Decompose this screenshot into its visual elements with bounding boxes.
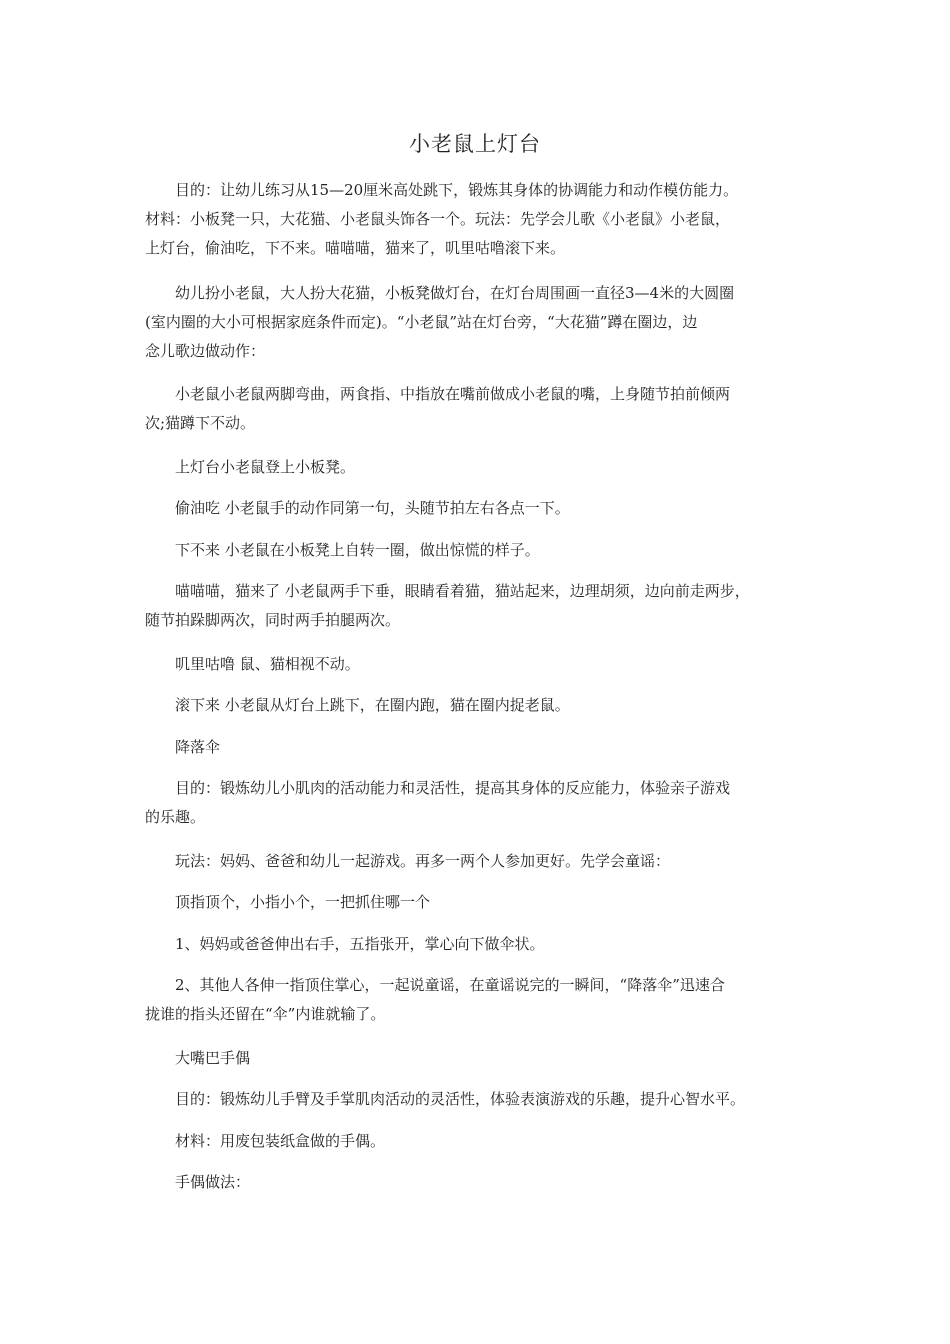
paragraph-1 xyxy=(145,176,825,263)
paragraph-17 xyxy=(145,1085,825,1114)
paragraph-line: 念儿歌边做动作： xyxy=(145,342,266,360)
paragraph-line: 下不来 小老鼠在小板凳上自转一圈，做出惊慌的样子。 xyxy=(145,541,540,559)
paragraph-line: 叽里咕噜 鼠、猫相视不动。 xyxy=(145,655,360,673)
paragraph-line: 上灯台小老鼠登上小板凳。 xyxy=(145,458,356,476)
paragraph-9 xyxy=(145,691,825,720)
paragraph-line: 材料：小板凳一只，大花猫、小老鼠头饰各一个。玩法：先学会儿歌《小老鼠》小老鼠， xyxy=(145,210,731,228)
paragraph-line: (室内圈的大小可根据家庭条件而定)。“小老鼠”站在灯台旁，“大花猫”蹲在圈边，边 xyxy=(145,313,698,331)
paragraph-19 xyxy=(145,1168,825,1197)
paragraph-4 xyxy=(145,453,825,482)
section-heading-puppet xyxy=(145,1044,825,1073)
paragraph-line: 小老鼠小老鼠两脚弯曲，两食指、中指放在嘴前做成小老鼠的嘴，上身随节拍前倾两 xyxy=(145,385,731,403)
paragraph-line: 玩法：妈妈、爸爸和幼儿一起游戏。再多一两个人参加更好。先学会童谣： xyxy=(145,852,671,870)
paragraph-line: 偷油吃 小老鼠手的动作同第一句，头随节拍左右各点一下。 xyxy=(145,499,570,517)
paragraph-line: 拢谁的指头还留在“伞”内谁就输了。 xyxy=(145,1005,386,1023)
paragraph-line: 顶指顶个，小指小个，一把抓住哪一个 xyxy=(145,893,431,911)
paragraph-11 xyxy=(145,774,825,832)
paragraph-13 xyxy=(145,888,825,917)
document-title: 小老鼠上灯台 xyxy=(409,132,541,156)
paragraph-line: 降落伞 xyxy=(145,738,221,756)
paragraph-line: 滚下来 小老鼠从灯台上跳下，在圈内跑，猫在圈内捉老鼠。 xyxy=(145,696,570,714)
paragraph-12 xyxy=(145,847,825,876)
paragraph-2 xyxy=(145,279,825,366)
paragraph-line: 目的：让幼儿练习从15—20厘米高处跳下，锻炼其身体的协调能力和动作模仿能力。 xyxy=(145,181,739,199)
paragraph-7 xyxy=(145,577,825,635)
paragraph-line: 目的：锻炼幼儿小肌肉的活动能力和灵活性，提高其身体的反应能力，体验亲子游戏 xyxy=(145,779,731,797)
paragraph-5 xyxy=(145,494,825,523)
paragraph-line: 的乐趣。 xyxy=(145,808,206,826)
paragraph-line: 随节拍跺脚两次，同时两手拍腿两次。 xyxy=(145,611,401,629)
paragraph-8 xyxy=(145,650,825,679)
paragraph-6 xyxy=(145,536,825,565)
paragraph-line: 大嘴巴手偶 xyxy=(145,1049,251,1067)
paragraph-line: 1、妈妈或爸爸伸出右手，五指张开，掌心向下做伞状。 xyxy=(145,935,545,953)
paragraph-line: 次;猫蹲下不动。 xyxy=(145,414,256,432)
paragraph-3 xyxy=(145,380,825,438)
paragraph-14 xyxy=(145,930,825,959)
paragraph-line: 幼儿扮小老鼠，大人扮大花猫，小板凳做灯台，在灯台周围画一直径3—4米的大圆圈 xyxy=(145,284,735,302)
paragraph-line: 目的：锻炼幼儿手臂及手掌肌肉活动的灵活性，体验表演游戏的乐趣，提升心智水平。 xyxy=(145,1090,746,1108)
paragraph-line: 手偶做法： xyxy=(145,1173,251,1191)
paragraph-line: 材料：用废包装纸盒做的手偶。 xyxy=(145,1132,386,1150)
paragraph-line: 上灯台，偷油吃，下不来。喵喵喵，猫来了，叽里咕噜滚下来。 xyxy=(145,239,566,257)
paragraph-18 xyxy=(145,1127,825,1156)
paragraph-15 xyxy=(145,971,825,1029)
paragraph-line: 2、其他人各伸一指顶住掌心，一起说童谣，在童谣说完的一瞬间，“降落伞”迅速合 xyxy=(145,976,725,994)
paragraph-line: 喵喵喵，猫来了 小老鼠两手下垂，眼睛看着猫，猫站起来，边理胡须，边向前走两步， xyxy=(145,582,750,600)
section-heading-parachute xyxy=(145,733,825,762)
